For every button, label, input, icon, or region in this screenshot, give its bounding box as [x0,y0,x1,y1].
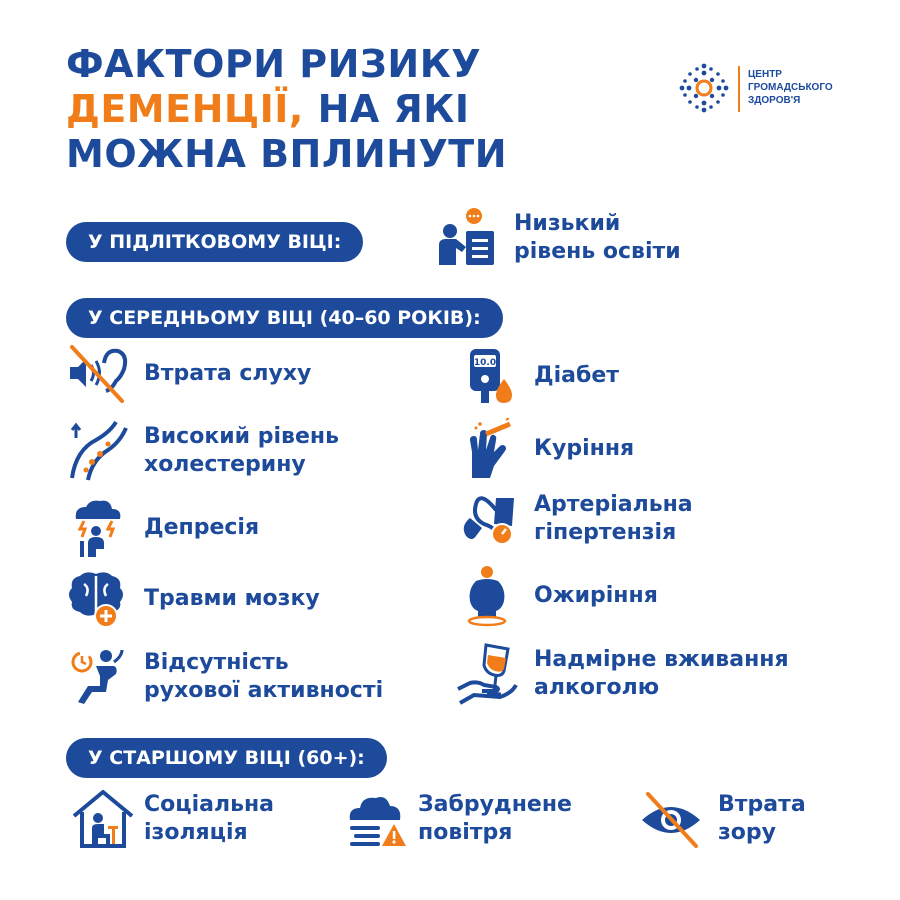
logo-text-line-1: ЦЕНТР [748,69,782,80]
alcohol-icon [456,643,518,705]
risk-label: Діабет [534,363,620,388]
isolation-icon [72,788,134,850]
risk-label: Депресія [144,515,260,540]
risk-label: Забруднене повітря [418,792,572,845]
risk-item-isolation [72,788,274,850]
blood-pressure-icon [456,488,518,550]
risk-item-brain-injury [66,568,320,630]
title-line-2-rest: НА ЯКІ [303,87,470,131]
title-line-3: МОЖНА ВПЛИНУТИ [66,132,508,176]
section-heading-teen: У ПІДЛІТКОВОМУ ВІЦІ: [66,222,363,262]
logo-divider [738,66,740,112]
hearing-loss-icon [66,343,128,405]
logo-text [748,68,833,107]
risk-label: Соціальна ізоляція [144,792,275,845]
risk-item-vision-loss [640,788,806,850]
title-line-2 [66,87,586,132]
smoking-icon [456,418,518,480]
risk-item-inactivity [66,646,383,708]
risk-label: Артеріальна гіпертензія [534,492,693,545]
risk-label: Травми мозку [144,586,320,611]
risk-label: Втрата слуху [144,361,312,386]
risk-label: Високий рівень холестерину [144,424,340,477]
logo-text-line-2: ГРОМАДСЬКОГО [748,82,833,93]
education-icon [436,207,498,269]
risk-item-obesity [456,565,658,627]
brain-injury-icon [66,568,128,630]
risk-label: Ожиріння [534,583,658,608]
logo-text-line-3: ЗДОРОВ'Я [748,95,801,106]
glucometer-icon [456,345,518,407]
logo-mark-icon [676,60,732,116]
glucometer-reading: 10.0 [473,358,497,368]
obesity-icon [456,565,518,627]
section-heading-senior: У СТАРШОМУ ВІЦІ (60+): [66,738,387,778]
inactivity-icon [66,646,128,708]
risk-item-hypertension [456,488,693,550]
risk-label: Куріння [534,436,635,461]
risk-item-air-pollution [346,788,572,850]
risk-label: Втрата зору [718,792,806,845]
risk-item-education [436,207,681,269]
vision-loss-icon [640,788,702,850]
risk-item-smoking [456,418,634,480]
cholesterol-icon [66,420,128,482]
title-highlight: ДЕМЕНЦІЇ, [66,87,304,131]
title-line-1: ФАКТОРИ РИЗИКУ [66,42,482,86]
risk-item-diabetes [456,345,619,407]
section-heading-middle: У СЕРЕДНЬОМУ ВІЦІ (40–60 РОКІВ): [66,298,503,338]
risk-item-depression [66,497,259,559]
risk-item-alcohol [456,643,789,705]
page-title [66,42,586,177]
depression-icon [66,497,128,559]
risk-label: Відсутність рухової активності [144,650,384,703]
risk-label: Надмірне вживання алкоголю [534,647,789,700]
air-pollution-icon [346,788,408,850]
risk-item-hearing-loss [66,343,311,405]
risk-item-cholesterol [66,420,339,482]
logo [676,60,866,120]
risk-label: Низький рівень освіти [514,211,681,264]
